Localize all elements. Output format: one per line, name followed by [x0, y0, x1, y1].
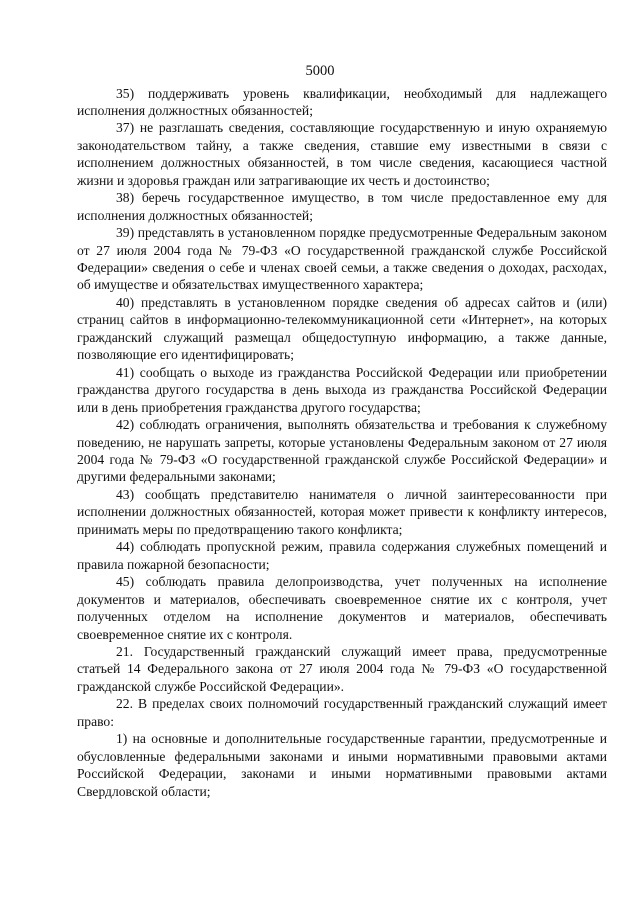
paragraph-item-35: 35) поддерживать уровень квалификации, необходимый для надлежащего исполнения должностных обязанностей; [77, 85, 607, 118]
paragraph-section-21: 21. Государственный гражданский служащий имеет права, предусмотренные статьей 14 Федерального закона от 27 июля 2004 года № 79-ФЗ «О государственной гражданской службе Российской Федерации». [77, 644, 607, 694]
paragraph-item-43: 43) сообщать представителю нанимателя о личной заинтересованности при исполнении должностных обязанностей, которая может привести к конфликту интересов, принимать меры по предотвращению такого конфликта; [77, 486, 607, 537]
paragraph-item-41: 41) сообщать о выходе из гражданства Российской Федерации или приобретении гражданства другого государства в день выхода из гражданства Российской Федерации или в день приобретения гражданства другого государства; [77, 364, 607, 415]
paragraph-item-40: 40) представлять в установленном порядке сведения об адресах сайтов и (или) страниц сайтов в информационно-телекоммуникационной сети «Интернет», на которых гражданский служащий размещал общедоступную информацию, а также данные, позволяющие его идентифицировать; [77, 294, 607, 363]
paragraph-item-37: 37) не разглашать сведения, составляющие государственную и иную охраняемую законодательством тайну, а также сведения, ставшие ему известными в связи с исполнением должностных обязанностей, в том числе сведения, касающиеся частной жизни и здоровья граждан или затрагивающие их честь и достоинство; [77, 120, 607, 188]
paragraph-item-39: 39) представлять в установленном порядке предусмотренные Федеральным законом от 27 июля 2004 года № 79-ФЗ «О государственной гражданской службе Российской Федерации» сведения о себе и членах своей семьи, а также сведения о доходах, расходах, об имуществе и обязательствах имущественного характера; [77, 225, 607, 293]
paragraph-section-22: 22. В пределах своих полномочий государственный гражданский служащий имеет право: [77, 696, 607, 729]
paragraph-item-38: 38) беречь государственное имущество, в том числе предоставленное ему для исполнения должностных обязанностей; [77, 190, 607, 223]
paragraph-item-45: 45) соблюдать правила делопроизводства, учет полученных на исполнение документов и материалов, обеспечивать своевременное снятие их с контроля, учет полученных отделом на исполнение документов и материалов, обеспечивать своевременное снятие их с контроля. [77, 574, 607, 642]
document-body [77, 85, 607, 801]
paragraph-subitem-1: 1) на основные и дополнительные государственные гарантии, предусмотренные и обусловленные федеральными законами и иными нормативными правовыми актами Российской Федерации, законами и иными нормативными правовыми актами Свердловской области; [77, 731, 607, 799]
paragraph-item-44: 44) соблюдать пропускной режим, правила содержания служебных помещений и правила пожарной безопасности; [77, 539, 607, 572]
paragraph-item-42: 42) соблюдать ограничения, выполнять обязательства и требования к служебному поведению, не нарушать запреты, которые установлены Федеральным законом от 27 июля 2004 года № 79-ФЗ «О государственной гражданской службе Российской Федерации» и другими федеральными законами; [77, 417, 607, 485]
page-number: 5000 [305, 63, 335, 79]
